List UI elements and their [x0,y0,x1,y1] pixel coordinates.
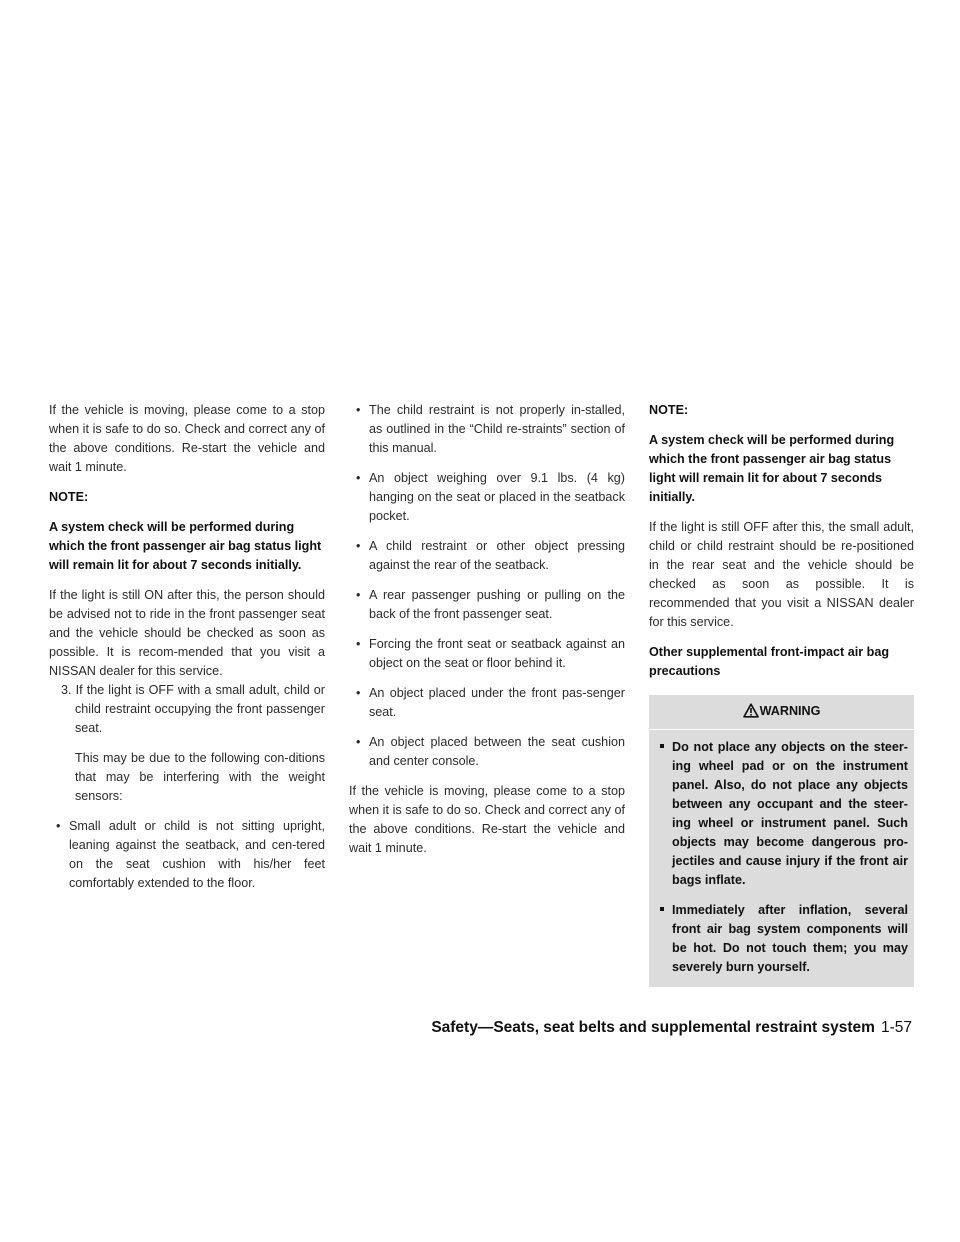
note-label: NOTE: [49,490,89,504]
bullet-dot-icon: • [356,735,361,749]
bullet-dot-icon: • [356,637,361,651]
note-text: A system check will be performed during which the front passenger air bag status light will remain lit for about 7 seconds initially. [649,433,895,504]
item-text: If the light is OFF with a small adult, child or child restraint occupying the front passenger seat. [75,683,326,735]
warning-triangle-icon [743,703,759,718]
paragraph-light-on: If the light is still ON after this, the person should be advised not to ride in the front passenger seat and the vehicle should be checked as soon as possible. It is recom-mended that you visit a NISSAN dealer for this service. [49,588,325,678]
bullet-dot-icon: • [356,471,361,485]
square-bullet-icon [660,907,664,911]
warning-item-text: Immediately after inflation, several front air bag system components will be hot. Do not touch them; you may severely burn yourself. [672,903,908,974]
list-item-text: An object weighing over 9.1 lbs. (4 kg) hanging on the seat or placed in the seatback pocket. [369,471,625,523]
page-number: 1-57 [880,1019,912,1036]
bullet-dot-icon: • [56,819,61,833]
section-heading: Other supplemental front-impact air bag precautions [649,645,890,678]
list-item-text: Small adult or child is not sitting upright, leaning against the seatback, and cen-tered on the seat cushion with his/her feet comfortably extended to the floor. [69,819,325,890]
warning-title [649,700,914,730]
column-left [49,401,325,893]
footer-section-title: Safety—Seats, seat belts and supplemental restraint system [431,1019,875,1036]
warning-box [649,695,914,987]
column-right [649,401,914,987]
list-item-text: Forcing the front seat or seatback against an object on the seat or floor behind it. [369,637,625,670]
bullet-dot-icon: • [356,403,361,417]
list-item [349,635,625,673]
note-label: NOTE: [649,403,689,417]
bullet-dot-icon: • [356,539,361,553]
column-middle [349,401,625,858]
bullet-dot-icon: • [356,588,361,602]
list-item [349,586,625,624]
list-item [349,537,625,575]
list-item-text: An object placed under the front pas-senger seat. [369,686,625,719]
item-number: 3. [61,683,72,697]
paragraph-restart-instructions: If the vehicle is moving, please come to a stop when it is safe to do so. Check and correct any of the above conditions. Re-start the vehicle and wait 1 minute. [349,784,625,855]
list-item [349,401,625,458]
list-item [349,684,625,722]
note-text: A system check will be performed during which the front passenger air bag status light will remain lit for about 7 seconds initially. [49,520,322,572]
list-item [349,733,625,771]
warning-item [655,738,908,890]
warning-item-text: Do not place any objects on the steer-ing wheel pad or on the instrument panel. Also, do not place any objects between any occupant and the steer-ing wheel or instrument panel. Such objects may become dangerous pro-jectiles and cause injury if the front air bags inflate. [672,740,908,887]
list-item-text: An object placed between the seat cushion and center console. [369,735,625,768]
warning-item [655,901,908,977]
page-footer [431,1018,912,1037]
warning-title-text: WARNING [759,704,821,718]
list-item [49,817,325,893]
paragraph-restart-instructions: If the vehicle is moving, please come to a stop when it is safe to do so. Check and correct any of the above conditions. Re-start the vehicle and wait 1 minute. [49,403,325,474]
list-item [349,469,625,526]
numbered-item-3-subtext: This may be due to the following con-ditions that may be interfering with the weight sensors: [75,751,325,803]
numbered-item-3 [49,681,325,738]
paragraph-light-off: If the light is still OFF after this, the small adult, child or child restraint should be re-positioned in the rear seat and the vehicle should be checked as soon as possible. It is recommended that you visit a NISSAN dealer for this service. [649,520,914,629]
square-bullet-icon [660,744,664,748]
bullet-dot-icon: • [356,686,361,700]
list-item-text: A child restraint or other object pressing against the rear of the seatback. [369,539,625,572]
list-item-text: The child restraint is not properly in-stalled, as outlined in the “Child re-straints” section of this manual. [369,403,625,455]
list-item-text: A rear passenger pushing or pulling on the back of the front passenger seat. [369,588,625,621]
